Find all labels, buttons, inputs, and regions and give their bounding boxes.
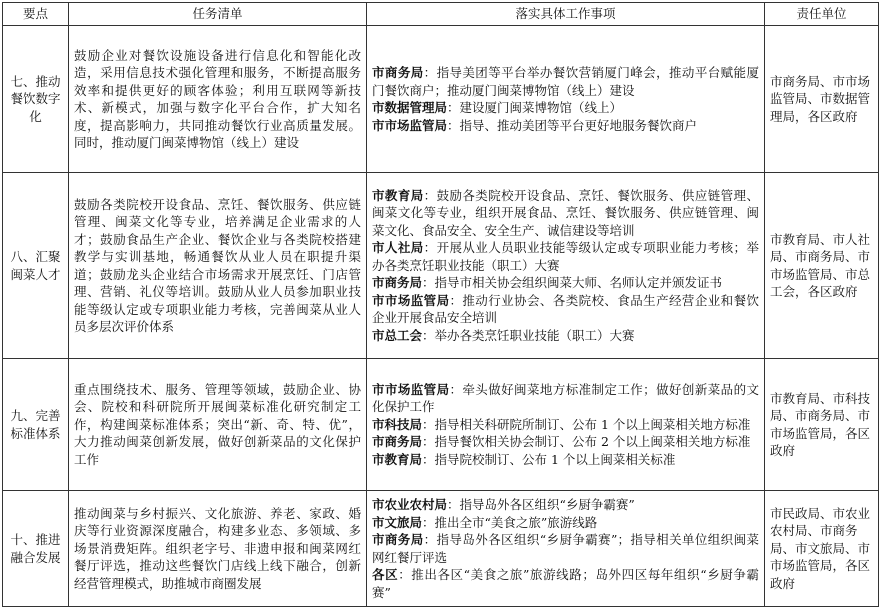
row-point: 八、汇聚闽菜人才	[3, 173, 69, 359]
table-row	[3, 26, 879, 173]
work-text: ：开展从业人员职业技能等级认定或专项职业能力考核；举办各类烹饪职业技能（职工）大赛	[372, 240, 759, 273]
work-item	[372, 292, 759, 327]
work-item	[372, 496, 759, 514]
work-dept: 市教育局	[372, 451, 423, 467]
row-tasks: 鼓励企业对餐饮设施设备进行信息化和智能化改造，采用信息技术强化管理和服务，不断提高服务效率和提供更好的顾客体验；利用互联网等新技术、新模式，加强与数字化平台合作，扩大知名度，提高影响力，共同推动餐饮行业高质量发展。同时，推动厦门闽菜博物馆（线上）建设	[69, 26, 367, 173]
work-text: ：推动行业协会、各类院校、食品生产经营企业和餐饮企业开展食品安全培训	[372, 292, 759, 326]
work-dept: 市人社局	[372, 240, 424, 256]
work-text: ：指导院校制订、公布 1 个以上闽菜相关标准	[422, 451, 676, 467]
work-text: ：指导岛外各区组织“乡厨争霸赛”	[447, 497, 635, 512]
row-units: 市民政局、市农业农村局、市商务局、市文旅局、市市场监管局，各区政府	[765, 491, 879, 607]
work-text: ：指导相关科研院所制订、公布 1 个以上闽菜相关地方标准	[422, 416, 751, 432]
work-text: ：鼓励各类院校开设食品、烹饪、餐饮服务、供应链管理、闽菜文化等专业，组织开展食品、烹饪、餐饮服务、供应链管理、闽菜文化、食品安全、安全生产、诚信建设等培训	[372, 187, 759, 238]
table-row	[3, 491, 879, 607]
row-point: 九、完善标准体系	[3, 359, 69, 491]
work-text: ：指导美团等平台举办餐饮营销厦门峰会，推动平台赋能厦门餐饮商户；推动厦门闽菜博物馆（线上）建设	[372, 65, 759, 98]
work-item	[372, 381, 759, 416]
work-text: ：指导餐饮相关协会制订、公布 2 个以上闽菜相关地方标准	[422, 434, 751, 450]
work-text: ：推出全市“美食之旅”旅游线路	[422, 514, 598, 530]
work-dept: 市市场监管局	[372, 381, 450, 397]
work-item	[372, 187, 759, 240]
work-item	[372, 451, 759, 469]
row-units: 市商务局、市市场监管局、市数据管理局，各区政府	[765, 26, 879, 173]
work-dept: 市数据管理局	[372, 100, 448, 115]
task-table	[2, 2, 879, 607]
header-work: 落实具体工作事项	[367, 3, 765, 26]
table-row	[3, 359, 879, 491]
work-item	[372, 274, 759, 292]
work-item	[372, 416, 759, 434]
row-units: 市教育局、市人社局、市商务局、市市场监管局、市总工会，各区政府	[765, 173, 879, 359]
work-item	[372, 531, 759, 566]
row-tasks: 鼓励各类院校开设食品、烹饪、餐饮服务、供应链管理、闽菜文化等专业，培养满足企业需求的人才；鼓励食品生产企业、餐饮企业与各类院校搭建教学与实训基地，畅通餐饮从业人员在职提升渠道；鼓励龙头企业结合市场需求开展烹饪、门店管理、营销、礼仪等培训。鼓励从业人员参加职业技能等级认定或专项职业能力考核，完善闽菜从业人员多层次评价体系	[69, 173, 367, 359]
work-item	[372, 117, 759, 135]
work-text: ：牵头做好闽菜地方标准制定工作；做好创新菜品的文化保护工作	[372, 381, 759, 415]
work-dept: 市农业农村局	[372, 497, 448, 512]
work-item	[372, 433, 759, 451]
work-dept: 市商务局	[372, 275, 423, 291]
work-text: ：建设厦门闽菜博物馆（线上）	[447, 100, 623, 115]
work-dept: 各区	[372, 567, 399, 582]
row-work	[367, 26, 765, 173]
work-dept: 市教育局	[372, 187, 424, 203]
work-item	[372, 99, 759, 117]
work-dept: 市商务局	[372, 434, 423, 450]
work-dept: 市总工会	[372, 327, 423, 343]
row-units: 市教育局、市科技局、市商务局、市市场监管局，各区政府	[765, 359, 879, 491]
work-dept: 市文旅局	[372, 514, 423, 530]
work-text: ：推出各区“美食之旅”旅游线路；岛外四区每年组织“乡厨争霸赛”	[372, 567, 759, 600]
work-dept: 市市场监管局	[372, 117, 448, 133]
work-item	[372, 64, 759, 99]
header-tasks: 任务清单	[69, 3, 367, 26]
row-point: 七、推动餐饮数字化	[3, 26, 69, 173]
header-row	[3, 3, 879, 26]
header-units: 责任单位	[765, 3, 879, 26]
work-text: ：举办各类烹饪职业技能（职工）大赛	[422, 327, 635, 343]
row-tasks: 推动闽菜与乡村振兴、文化旅游、养老、家政、婚庆等行业资源深度融合，构建多业态、多领域、多场景消费矩阵。组织老字号、非遗申报和闽菜网红餐厅评选，推动这些餐饮门店线上线下融合，创新经营管理模式，助推城市商圈发展	[69, 491, 367, 607]
header-point: 要点	[3, 3, 69, 26]
work-dept: 市商务局	[372, 65, 424, 80]
row-tasks: 重点围绕技术、服务、管理等领域，鼓励企业、协会、院校和科研院所开展闽菜标准化研究制定工作，构建闽菜标准体系；突出“新、奇、特、优”，大力推动闽菜创新发展，做好创新菜品的文化保护工作	[69, 359, 367, 491]
work-item	[372, 566, 759, 601]
work-text: ：指导岛外各区组织“乡厨争霸赛”；指导相关单位组织闽菜网红餐厅评选	[372, 532, 759, 565]
work-item	[372, 239, 759, 274]
row-work	[367, 359, 765, 491]
work-item	[372, 327, 759, 345]
work-dept: 市商务局	[372, 532, 424, 547]
work-text: ：指导市相关协会组织闽菜大师、名师认定并颁发证书	[422, 275, 723, 291]
work-dept: 市科技局	[372, 416, 423, 432]
work-text: ：指导、推动美团等平台更好地服务餐饮商户	[447, 117, 698, 133]
row-work	[367, 173, 765, 359]
table-row	[3, 173, 879, 359]
work-dept: 市市场监管局	[372, 292, 450, 308]
work-item	[372, 514, 759, 532]
row-point: 十、推进融合发展	[3, 491, 69, 607]
row-work	[367, 491, 765, 607]
